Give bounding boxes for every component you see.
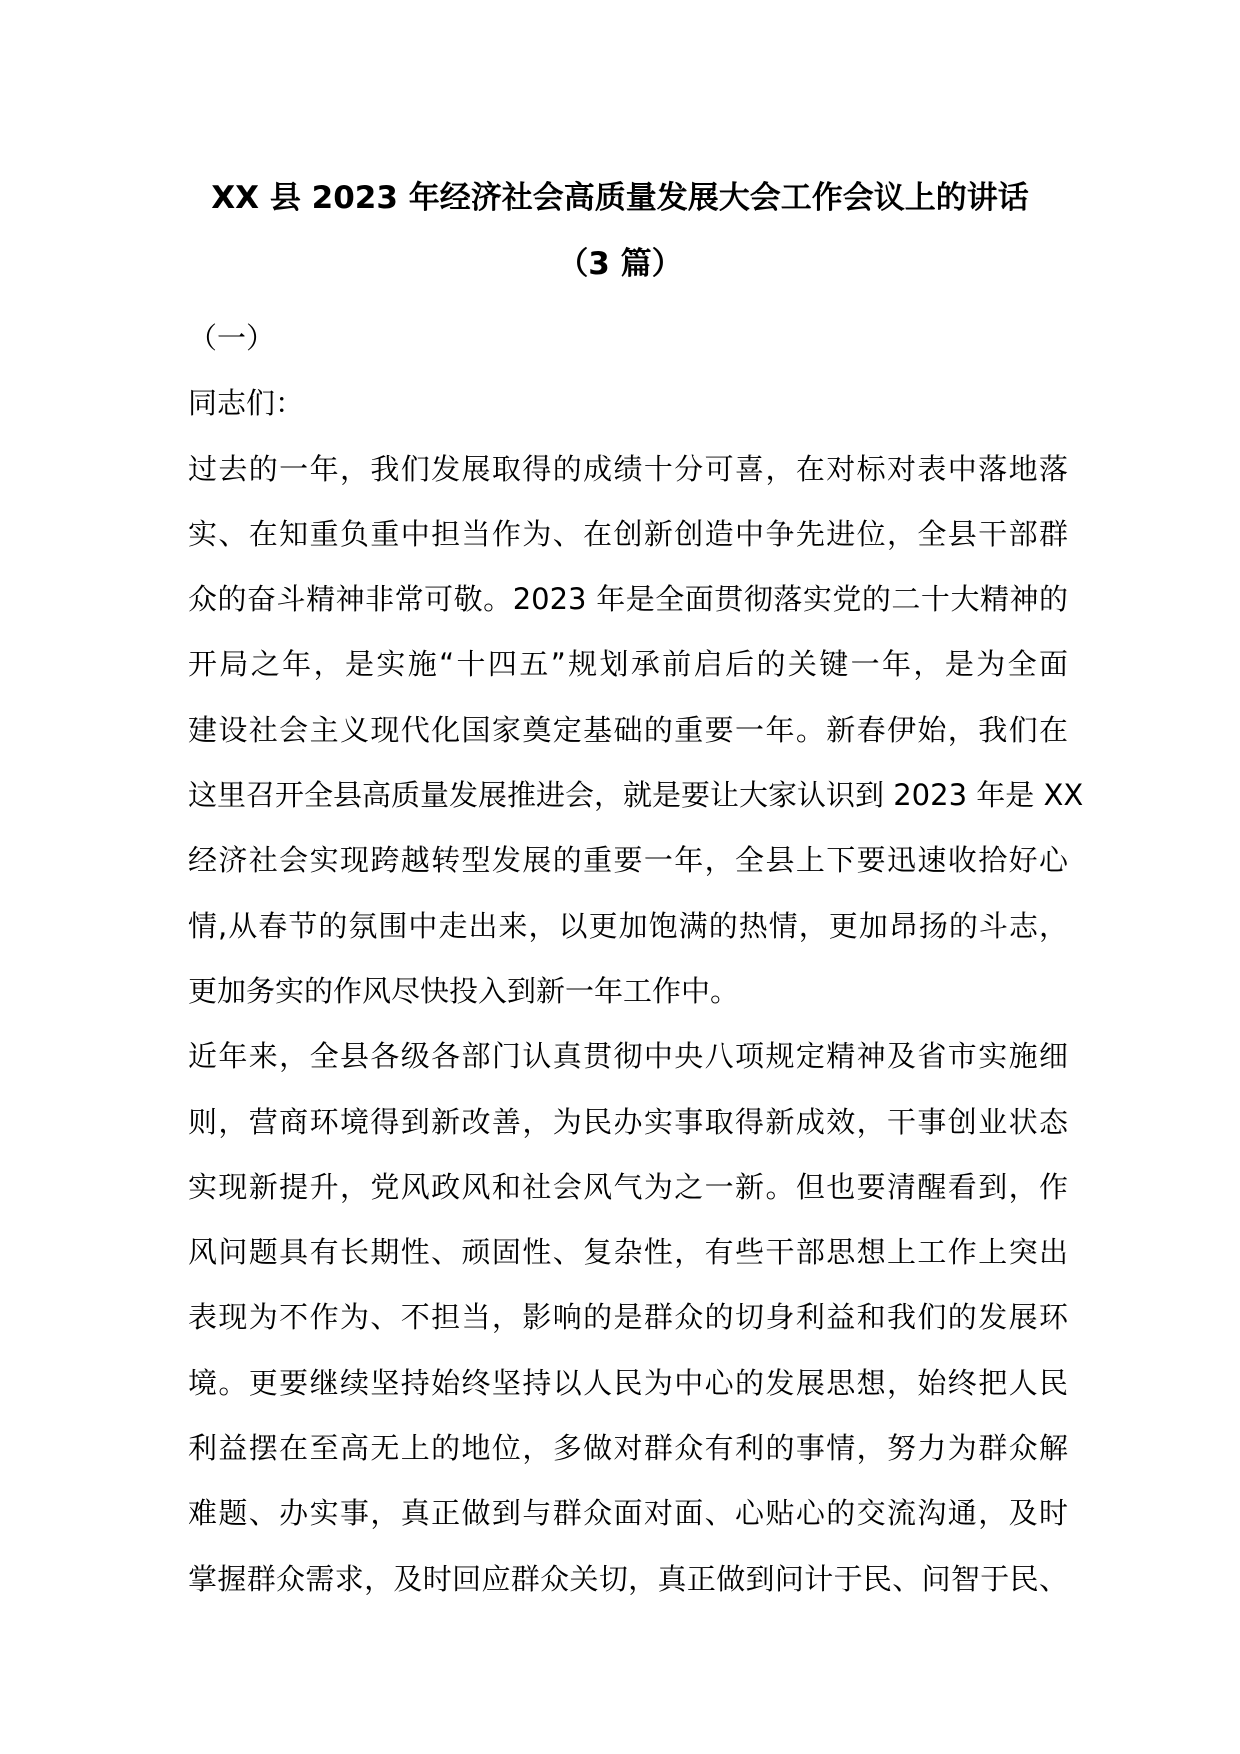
document-title: XX 县 2023 年经济社会高质量发展大会工作会议上的讲话 [211, 180, 1029, 216]
document-body [188, 306, 1084, 1612]
text-line: 利益摆在至高无上的地位，多做对群众有利的事情，努力为群众解 [188, 1431, 1068, 1466]
text-line: 经济社会实现跨越转型发展的重要一年，全县上下要迅速收拾好心 [188, 843, 1068, 878]
text-line: 情,从春节的氛围中走出来，以更加饱满的热情，更加昂扬的斗志， [188, 908, 1068, 943]
text-line: 这里召开全县高质量发展推进会，就是要让大家认识到 2023 年是 XX [188, 778, 1084, 813]
text-line: 更加务实的作风尽快投入到新一年工作中。 [188, 973, 740, 1008]
section-marker: （一） [188, 321, 276, 355]
text-line: 掌握群众需求，及时回应群众关切，真正做到问计于民、问智于民、 [188, 1561, 1068, 1596]
text-line: 实、在知重负重中担当作为、在创新创造中争先进位，全县干部群 [188, 516, 1068, 551]
text-line: 难题、办实事，真正做到与群众面对面、心贴心的交流沟通，及时 [188, 1496, 1068, 1531]
text-line: 开局之年，是实施“十四五”规划承前启后的关键一年，是为全面 [188, 647, 1068, 682]
text-line: 实现新提升，党风政风和社会风气为之一新。但也要清醒看到，作 [188, 1169, 1068, 1204]
text-line: 建设社会主义现代化国家奠定基础的重要一年。新春伊始，我们在 [188, 712, 1068, 747]
text-line: 境。更要继续坚持始终坚持以人民为中心的发展思想，始终把人民 [188, 1365, 1068, 1400]
text-line: 众的奋斗精神非常可敬。2023 年是全面贯彻落实党的二十大精神的 [188, 582, 1068, 617]
salutation: 同志们： [188, 386, 305, 421]
document-subtitle: （3 篇） [557, 246, 683, 282]
text-line: 近年来，全县各级各部门认真贯彻中央八项规定精神及省市实施细 [188, 1039, 1068, 1074]
text-line: 风问题具有长期性、顽固性、复杂性，有些干部思想上工作上突出 [188, 1235, 1068, 1270]
text-line: 则，营商环境得到新改善，为民办实事取得新成效，干事创业状态 [188, 1104, 1068, 1139]
text-line: 过去的一年，我们发展取得的成绩十分可喜，在对标对表中落地落 [188, 451, 1068, 486]
text-line: 表现为不作为、不担当，影响的是群众的切身利益和我们的发展环 [188, 1300, 1068, 1335]
